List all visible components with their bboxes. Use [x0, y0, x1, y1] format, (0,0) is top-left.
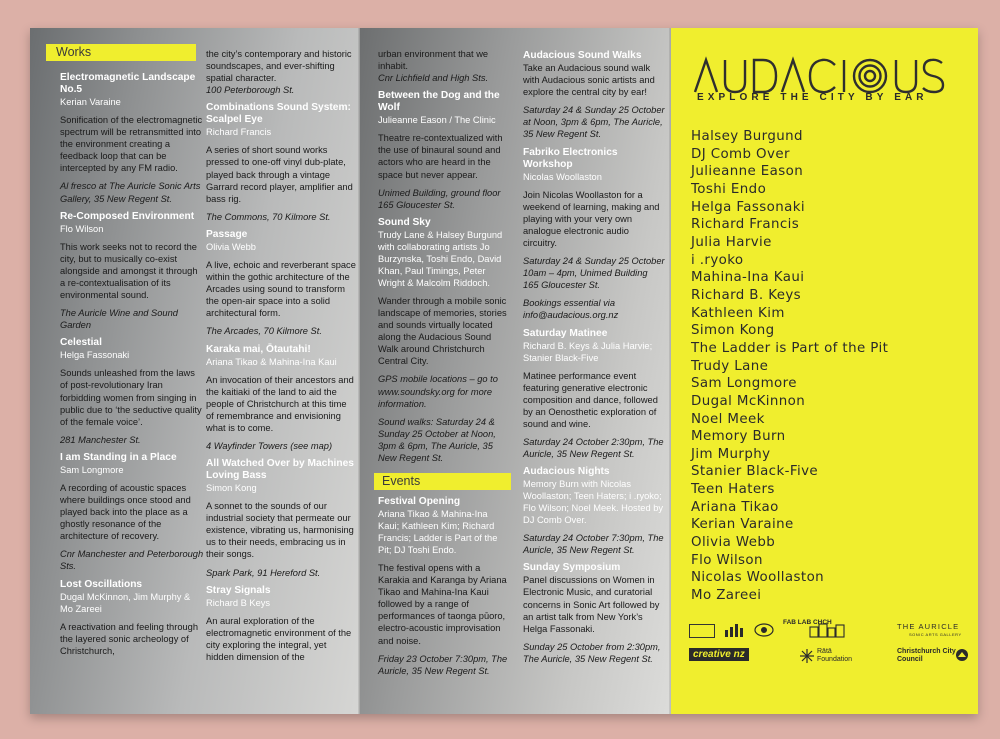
artist-name: Nicolas Woollaston [691, 570, 825, 586]
entry-location: Saturday 24 & Sunday 25 October 10am – 4pm, Unimed Building 165 Gloucester St. [523, 256, 665, 291]
artist-name: Halsey Burgund [691, 129, 803, 144]
panel-cover [671, 28, 978, 714]
location: 100 Peterborough St. [206, 85, 295, 96]
entry-title: Lost Oscillations [60, 578, 143, 590]
council-emblem-icon [955, 648, 969, 662]
entry-description: A series of short sound works pressed to one-off vinyl dub-plate, played back through a vintage Garrard record player, amplifier and bass rig. [206, 145, 353, 204]
entry-artist: Trudy Lane & Halsey Burgund with collaborating artists Jo Burzynska, Toshi Endo, David Khan, Paul Timings, Peter Wright & Malcolm Riddoch. [378, 229, 503, 288]
entry-location: Sunday 25 October from 2:30pm, The Auricle, 35 New Regent St. [523, 641, 661, 664]
continued-text: urban environment that we inhabit. [378, 49, 489, 72]
entry-description: Theatre re-contextualized with the use of binaural sound and actors who are heard in the space but never appear. [378, 133, 503, 180]
events-banner: Events [374, 473, 511, 490]
entry-location: The Arcades, 70 Kilmore St. [206, 326, 322, 337]
entry-title: All Watched Over by Machines Loving Bass [206, 458, 354, 482]
entry-artist: Olivia Webb [206, 241, 256, 252]
artist-name: Kathleen Kim [691, 305, 785, 321]
entry-artist: Flo Wilson [60, 223, 104, 234]
entry-title: Audacious Sound Walks [523, 50, 642, 61]
entry [60, 452, 204, 573]
location: Cnr Lichfield and High Sts. [378, 73, 489, 84]
artist-name: The Ladder is Part of the Pit [691, 340, 889, 356]
mainz-logo [723, 622, 747, 638]
entry-title: Karaka mai, Ōtautahi! [206, 343, 311, 355]
entry-artist: Ariana Tikao & Mahina-Ina Kaui; Kathleen Kim; Richard Francis; Ladder is Part of the Pit; DJ Toshi Endo. [378, 509, 498, 555]
panel-works [30, 28, 360, 714]
entry-location: Bookings essential via info@audacious.org.nz [523, 298, 619, 321]
entry-description: A reactivation and feeling through the layered sonic archeology of Christchurch, [60, 621, 199, 656]
entry-location: Saturday 24 & Sunday 25 October at Noon, 3pm & 6pm, The Auricle, 35 New Regent St. [523, 105, 665, 140]
entry-location: The Auricle Wine and Sound Garden [60, 308, 178, 331]
entry-title: Festival Opening [378, 496, 461, 507]
entry [206, 458, 356, 579]
entry [523, 50, 665, 141]
entry-artist: Simon Kong [206, 483, 257, 494]
artist-name: Mahina-Ina Kaui [691, 270, 805, 286]
panel-events [360, 28, 671, 714]
artist-name: Noel Meek [691, 411, 765, 427]
events-column-1 [378, 490, 511, 677]
entry-description: Sounds unleashed from the laws of post-revolutionary Iran forbidding women from singing in public due to ‘the seductive quality of the female voice’. [60, 368, 202, 427]
entry-title: Celestial [60, 337, 102, 349]
sponsor-logo-small [689, 624, 715, 638]
brochure [30, 28, 978, 714]
entry-title: Saturday Matinee [523, 327, 608, 339]
entry [206, 102, 356, 223]
artist-name: Dugal McKinnon [691, 393, 806, 409]
sponsor-logos [687, 618, 972, 678]
artist-name: Simon Kong [691, 323, 775, 339]
rata-foundation-logo: Rātā Foundation [817, 648, 853, 663]
entry [378, 217, 511, 464]
entry-description: A live, echoic and reverberant space within the gothic architecture of the Arcades using sound to transform the open-air space into a solid architectural form. [206, 259, 356, 319]
entry-description: Panel discussions on Women in Electronic Music, and curatorial concerns in Sonic Art followed by an artist talk from New York’s Helga Fassonaki. [523, 575, 660, 634]
entry-title: Passage [206, 228, 248, 240]
eye-logo [753, 621, 775, 639]
entry [523, 147, 665, 322]
entry-artist: Kerian Varaine [60, 97, 121, 107]
events-column-2 [523, 44, 665, 665]
entry-description: A sonnet to the sounds of our industrial society that permeate our existence, vibrating us, harmonising us to their needs, embracing us in their songs. [206, 501, 354, 560]
christchurch-council-logo: Christchurch City Council [897, 648, 956, 663]
entry-location: Al fresco at The Auricle Sonic Arts Gallery, 35 New Regent St. [60, 181, 201, 204]
entry-description: Wander through a mobile sonic landscape of memories, stories and sounds virtually located along the Audacious Sound Walk around Christchurch Central City. [378, 295, 507, 367]
entry-artist: Nicolas Woollaston [523, 171, 602, 182]
entry-location: Saturday 24 October 2:30pm, The Auricle, 35 New Regent St. [523, 436, 664, 460]
artist-name: Olivia Webb [691, 535, 776, 551]
fablab-logo: FAB LAB CHCH [783, 619, 832, 626]
entry-description: This work seeks not to record the city, but to musically co-exist alongside and amongst it through a re-contextualisation of its environmental sound. [60, 241, 198, 301]
entry-artist: Richard Francis [206, 127, 272, 138]
entry [378, 496, 511, 677]
entry-artist: Richard B. Keys & Julia Harvie; Stanier Black-Five [523, 340, 653, 363]
artist-name: Flo Wilson [691, 552, 763, 568]
artist-name: Richard Francis [691, 217, 800, 233]
artist-list [691, 128, 888, 605]
entry-location: GPS mobile locations – go to www.soundsky.org for more information. [378, 374, 498, 409]
entry [206, 229, 356, 338]
entry-description: The festival opens with a Karakia and Karanga by Ariana Tikao and Mahina-Ina Kaui followed by a range of performances of taonga pūoro, electro-acoustic improvisation and noise. [378, 563, 507, 646]
entry-description: Matinee performance event featuring generative electronic composition and dance, followed by an Oenosthetic exploration of sound and wine. [523, 370, 658, 429]
entry-artist: Richard B Keys [206, 597, 271, 608]
artist-name: Toshi Endo [691, 181, 767, 197]
entry-location: Unimed Building, ground floor 165 Gloucester St. [378, 187, 501, 210]
artist-name: Memory Burn [691, 429, 786, 445]
entry [206, 585, 356, 663]
tagline: EXPLORE THE CITY BY EAR [697, 92, 928, 103]
entry-title: Combinations Sound System: Scalpel Eye [206, 102, 351, 126]
entry-title: Stray Signals [206, 584, 271, 596]
entry-description: Sonification of the electromagnetic spectrum will be retransmitted into the environment creating a feedback loop that can be intercepted by any FM radio. [60, 115, 203, 174]
entry-description: A recording of acoustic spaces where buildings once stood and played back into the place as a ghostly resonance of the architecture of recovery. [60, 482, 191, 542]
entry-artist: Memory Burn with Nicolas Woollaston; Teen Haters; i .ryoko; Flo Wilson; Noel Meek. Hosted by DJ Comb Over. [523, 479, 664, 526]
entry [60, 211, 204, 332]
auricle-sub: SONIC ARTS GALLERY [909, 632, 962, 637]
entry-title: Audacious Nights [523, 466, 610, 478]
artist-name: Mo Zareei [691, 588, 762, 604]
entry-artist: Helga Fassonaki [60, 350, 130, 361]
entry-description: An invocation of their ancestors and the kaitiaki of the land to aid the people of Christchurch at this time of remembrance and envisioning what is to come. [206, 374, 354, 433]
artist-name: i .ryoko [691, 252, 744, 268]
entry-location: Spark Park, 91 Hereford St. [206, 567, 321, 578]
artist-name: Kerian Varaine [691, 517, 794, 533]
entry [378, 90, 511, 211]
auricle-logo: THE AURICLE [897, 622, 960, 631]
entry-artist: Dugal McKinnon, Jim Murphy & Mo Zareei [60, 591, 191, 614]
entry-artist: Sam Longmore [60, 464, 124, 475]
entry-title: Between the Dog and the Wolf [378, 90, 500, 114]
entry [60, 579, 204, 657]
city-logo [809, 622, 845, 638]
entry-artist: Julieanne Eason / The Clinic [378, 115, 496, 126]
artist-name: Jim Murphy [691, 446, 771, 462]
entry-location: Friday 23 October 7:30pm, The Auricle, 35 New Regent St. [378, 653, 508, 676]
entry [60, 337, 204, 446]
entry-description: Join Nicolas Woollaston for a weekend of learning, making and playing with your very own analogue electronic audio circuitry. [523, 189, 660, 248]
continued-text: the city’s contemporary and historic soundscapes, and ever-shifting spatial character. [206, 49, 352, 84]
entry-title: Sound Sky [378, 216, 431, 228]
entry-description: An aural exploration of the electromagnetic environment of the city exploring the integral, yet hidden dimension of the [206, 615, 352, 662]
entry-location: Sound walks: Saturday 24 & Sunday 25 October at Noon, 3pm & 6pm, The Auricle, 35 New Regent St. [378, 416, 496, 463]
artist-name: DJ Comb Over [691, 146, 790, 162]
entry-title: Electromagnetic Landscape No.5 [60, 72, 196, 95]
entry [523, 466, 665, 556]
creative-nz-logo: creative nz [689, 648, 749, 661]
entry [523, 328, 665, 461]
entry-title: Sunday Symposium [523, 562, 621, 574]
artist-name: Stanier Black-Five [691, 464, 819, 480]
artist-name: Sam Longmore [691, 376, 797, 392]
artist-name: Trudy Lane [691, 358, 769, 374]
works-banner: Works [46, 44, 196, 61]
artist-name: Teen Haters [691, 482, 775, 498]
entry [60, 72, 204, 205]
entry-title: I am Standing in a Place [60, 451, 177, 463]
artist-name: Ariana Tikao [691, 499, 779, 515]
artist-name: Richard B. Keys [691, 287, 802, 303]
entry-location: 4 Wayfinder Towers (see map) [206, 440, 333, 451]
artist-name: Julieanne Eason [691, 164, 804, 180]
works-column-1 [60, 66, 204, 657]
works-column-3 [378, 48, 511, 464]
entry [523, 562, 665, 665]
artist-name: Helga Fassonaki [691, 199, 805, 215]
artist-name: Julia Harvie [691, 234, 772, 250]
rata-flower-icon [799, 648, 815, 664]
entry-artist: Ariana Tikao & Mahina-Ina Kaui [206, 356, 337, 367]
entry-location: Saturday 24 October 7:30pm, The Auricle, 35 New Regent St. [523, 533, 664, 556]
entry-description: Take an Audacious sound walk with Audacious sonic artists and explore the central city by ear! [523, 63, 655, 98]
entry-location: 281 Manchester St. [60, 434, 141, 445]
entry-title: Fabriko Electronics Workshop [523, 146, 618, 170]
entry-title: Re-Composed Environment [60, 210, 195, 222]
works-column-2 [206, 48, 356, 663]
entry [206, 344, 356, 453]
entry-location: Cnr Manchester and Peterborough Sts. [60, 549, 204, 572]
entry-location: The Commons, 70 Kilmore St. [206, 211, 331, 222]
